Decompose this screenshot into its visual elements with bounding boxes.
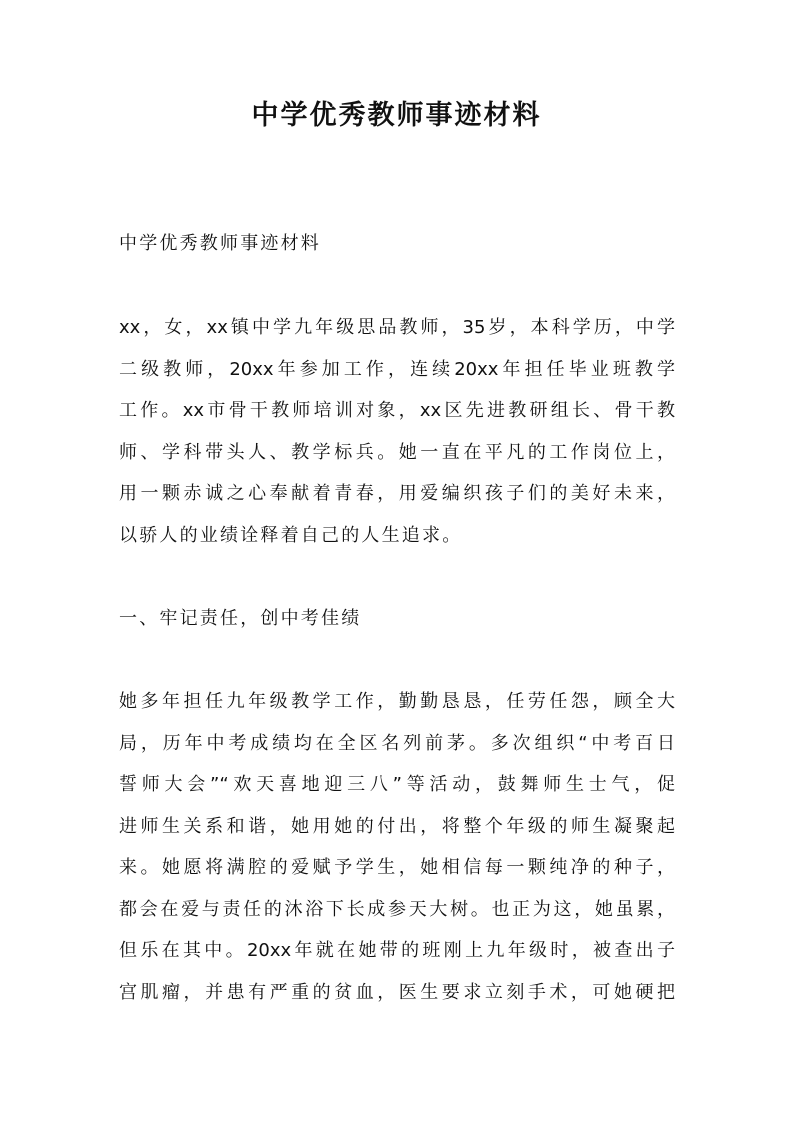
paragraph-line: 来。她愿将满腔的爱赋予学生，她相信每一颗纯净的种子，: [119, 857, 675, 878]
paragraph-line: 以骄人的业绩诠释着自己的人生追求。: [119, 525, 463, 546]
paragraph-line: xx，女，xx镇中学九年级思品教师，35岁，本科学历，中学: [119, 317, 675, 338]
document-subtitle: 中学优秀教师事迹材料: [119, 233, 321, 254]
section-heading: 一、牢记责任，创中考佳绩: [119, 608, 362, 629]
paragraph-line: 进师生关系和谐，她用她的付出，将整个年级的师生凝聚起: [119, 816, 675, 837]
document-title: 中学优秀教师事迹材料: [251, 100, 542, 131]
paragraph-line: 她多年担任九年级教学工作，勤勤恳恳，任劳任怨，顾全大: [119, 691, 675, 712]
paragraph-line: 用一颗赤诚之心奉献着青春，用爱编织孩子们的美好未来，: [119, 483, 675, 504]
paragraph-line: 宫肌瘤，并患有严重的贫血，医生要求立刻手术，可她硬把: [119, 982, 675, 1003]
paragraph-line: 师、学科带头人、教学标兵。她一直在平凡的工作岗位上，: [119, 442, 675, 463]
paragraph-line: 都会在爱与责任的沐浴下长成参天大树。也正为这，她虽累，: [119, 899, 675, 920]
paragraph-line: 二级教师，20xx年参加工作，连续20xx年担任毕业班教学: [119, 359, 675, 380]
paragraph-line: 誓师大会”“欢天喜地迎三八”等活动，鼓舞师生士气，促: [119, 774, 675, 795]
paragraph-line: 但乐在其中。20xx年就在她带的班刚上九年级时，被查出子: [119, 940, 675, 961]
paragraph-line: 工作。xx市骨干教师培训对象，xx区先进教研组长、骨干教: [119, 400, 675, 421]
paragraph-line: 局，历年中考成绩均在全区名列前茅。多次组织“中考百日: [119, 733, 675, 754]
